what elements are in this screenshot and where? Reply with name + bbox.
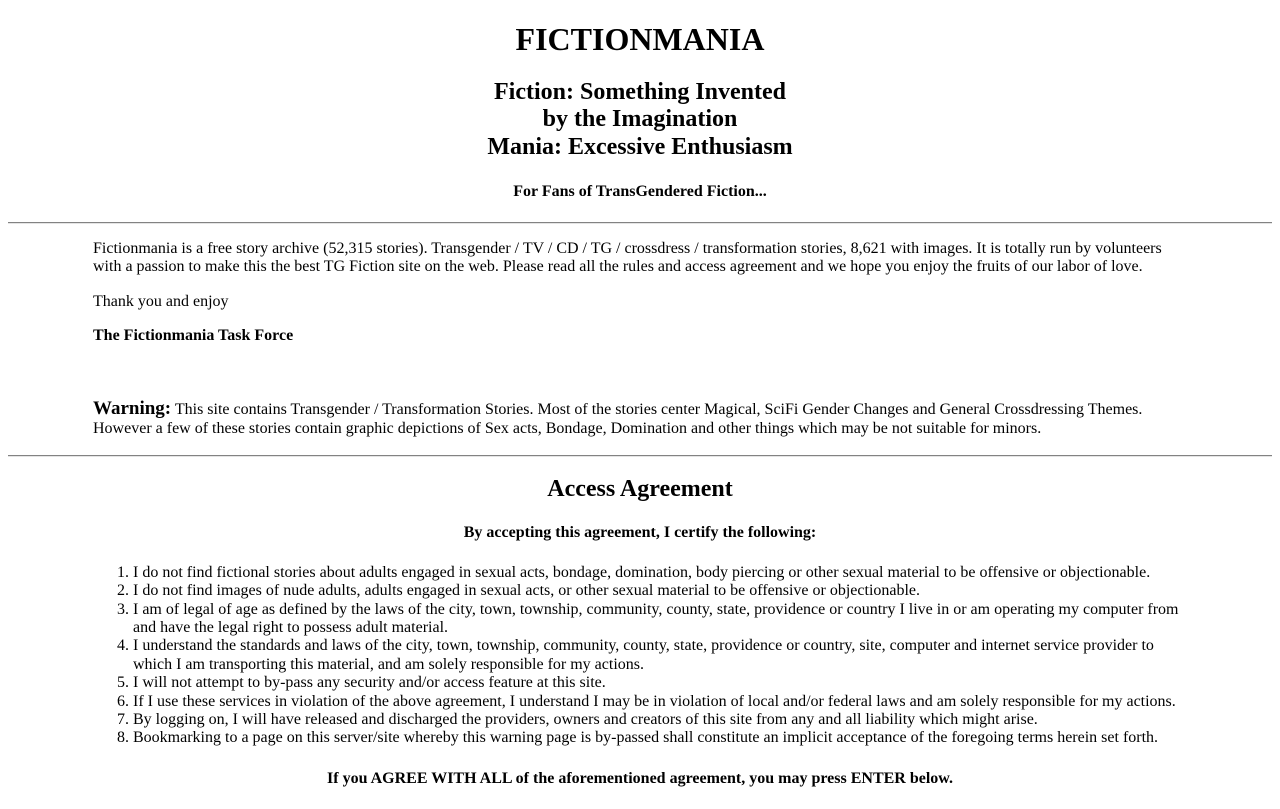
agreement-item-7: 7. By logging on, I will have released and discharged the providers, owners and creators of this site from any and all liability which might arise.: [133, 711, 1187, 729]
agreement-item-1: 1. I do not find fictional stories about adults engaged in sexual acts, bondage, domination, body piercing or other sexual material to be offensive or objectionable.: [133, 564, 1187, 582]
warning-text: This site contains Transgender / Transformation Stories. Most of the stories center Magical, SciFi Gender Changes and General Crossdressing Themes. However a few of these stories contain graphic depictions of Sex acts, Bondage, Domination and other things which may be not suitable for minors.: [93, 400, 1143, 437]
agreement-divider: [8, 455, 1272, 457]
agreement-item-2: 2. I do not find images of nude adults, adults engaged in sexual acts, or other sexual material to be offensive or objectionable.: [133, 582, 1187, 600]
warning-label: Warning:: [93, 397, 172, 419]
site-subtitle: [8, 79, 1272, 162]
agreement-item-4: 4. I understand the standards and laws of the city, town, township, community, county, state, providence or country, site, computer and internet service provider to which I am transporting this material, and am solely responsible for my actions.: [133, 637, 1187, 674]
agreement-item-3: 3. I am of legal of age as defined by the laws of the city, town, township, community, county, state, providence or country I live in or am operating my computer from and have the legal right to possess adult material.: [133, 601, 1187, 638]
subtitle-line-2: by the Imagination: [542, 106, 738, 133]
subtitle-line-1: Fiction: Something Invented: [493, 78, 786, 105]
agreement-section: [93, 564, 1187, 748]
tagline: For Fans of TransGendered Fiction...: [513, 182, 767, 200]
agreement-item-5: 5. I will not attempt to by-pass any security and/or access feature at this site.: [133, 674, 1187, 692]
warning-paragraph: [93, 398, 1187, 439]
agreement-footer: If you AGREE WITH ALL of the aforementioned agreement, you may press ENTER below.: [327, 769, 953, 787]
fictionmania-landing-page: [8, 21, 1272, 788]
thanks-line: Thank you and enjoy: [93, 292, 229, 310]
signature-line: The Fictionmania Task Force: [93, 327, 294, 345]
intro-paragraph: Fictionmania is a free story archive (52,315 stories). Transgender / TV / CD / TG / crossdress / transformation stories, 8,621 with images. It is totally run by volunteers with a passion to make this the best TG Fiction site on the web. Please read all the rules and access agreement and we hope you enjoy the fruits of our labor of love.: [93, 239, 1162, 276]
agreement-heading: Access Agreement: [547, 475, 733, 502]
site-title: FICTIONMANIA: [515, 21, 765, 57]
top-divider: [8, 222, 1272, 224]
intro-section: [93, 240, 1187, 439]
agreement-list: [93, 564, 1187, 748]
subtitle-line-3: Mania: Excessive Enthusiasm: [487, 133, 793, 160]
agreement-item-6: 6. If I use these services in violation of the above agreement, I understand I may be in violation of local and/or federal laws and am solely responsible for my actions.: [133, 693, 1187, 711]
agreement-item-8: 8. Bookmarking to a page on this server/site whereby this warning page is by-passed shall constitute an implicit acceptance of the foregoing terms herein set forth.: [133, 729, 1187, 747]
agreement-subheading: By accepting this agreement, I certify the following:: [463, 524, 817, 542]
